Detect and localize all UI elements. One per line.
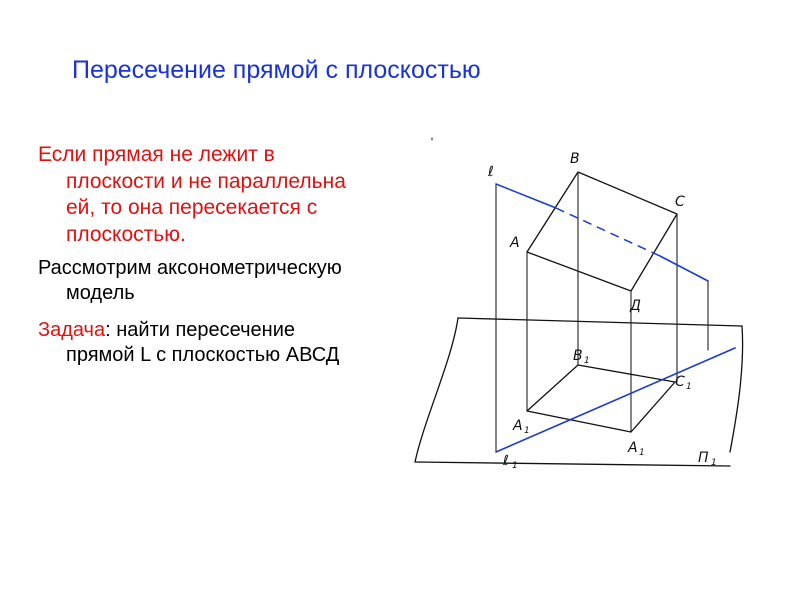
label-d1-sub: 1: [639, 448, 645, 458]
label-b1-sub: 1: [584, 356, 590, 366]
axonometric-figure: [400, 130, 770, 480]
label-l1: ℓ: [503, 453, 509, 469]
line-l1-projection: [496, 348, 735, 452]
slide-title: Пересечение прямой с плоскостью: [72, 56, 481, 84]
label-a: А: [510, 235, 520, 251]
label-a1: А: [513, 418, 523, 434]
label-d: Д: [630, 298, 641, 314]
slide-body: [38, 142, 358, 368]
figure-drawing: [400, 130, 770, 480]
plane-left-edge: [415, 318, 458, 462]
label-a1-sub: 1: [524, 426, 530, 436]
label-b: В: [570, 151, 580, 167]
quad-projection: [527, 365, 675, 432]
plane-right-edge: [730, 326, 743, 452]
definition-paragraph: Если прямая не лежит в плоскости и не параллельна ей, то она пересекается с плоскостью.: [38, 143, 346, 246]
task-text: : найти пересечение прямой L с плоскостью АВСД: [66, 319, 340, 366]
label-b1: В: [573, 348, 583, 364]
model-paragraph: Рассмотрим аксонометрическую модель: [38, 257, 342, 304]
task-paragraph: [38, 318, 358, 368]
label-c: С: [675, 194, 685, 210]
plane-back-edge: [458, 318, 742, 326]
label-line-l: ℓ: [488, 164, 494, 180]
plane-front-edge: [415, 462, 730, 466]
quad-abcd: [527, 172, 677, 291]
label-c1: С: [675, 374, 685, 390]
label-l1-sub: 1: [512, 461, 518, 471]
label-c1-sub: 1: [686, 382, 692, 392]
line-l-hidden: [556, 208, 660, 256]
line-l-front: [496, 184, 556, 208]
task-label: Задача: [38, 319, 106, 341]
label-d1: А: [628, 440, 638, 456]
label-plane: П: [698, 450, 709, 466]
line-l-back: [660, 256, 708, 281]
label-plane-sub: 1: [711, 458, 717, 468]
